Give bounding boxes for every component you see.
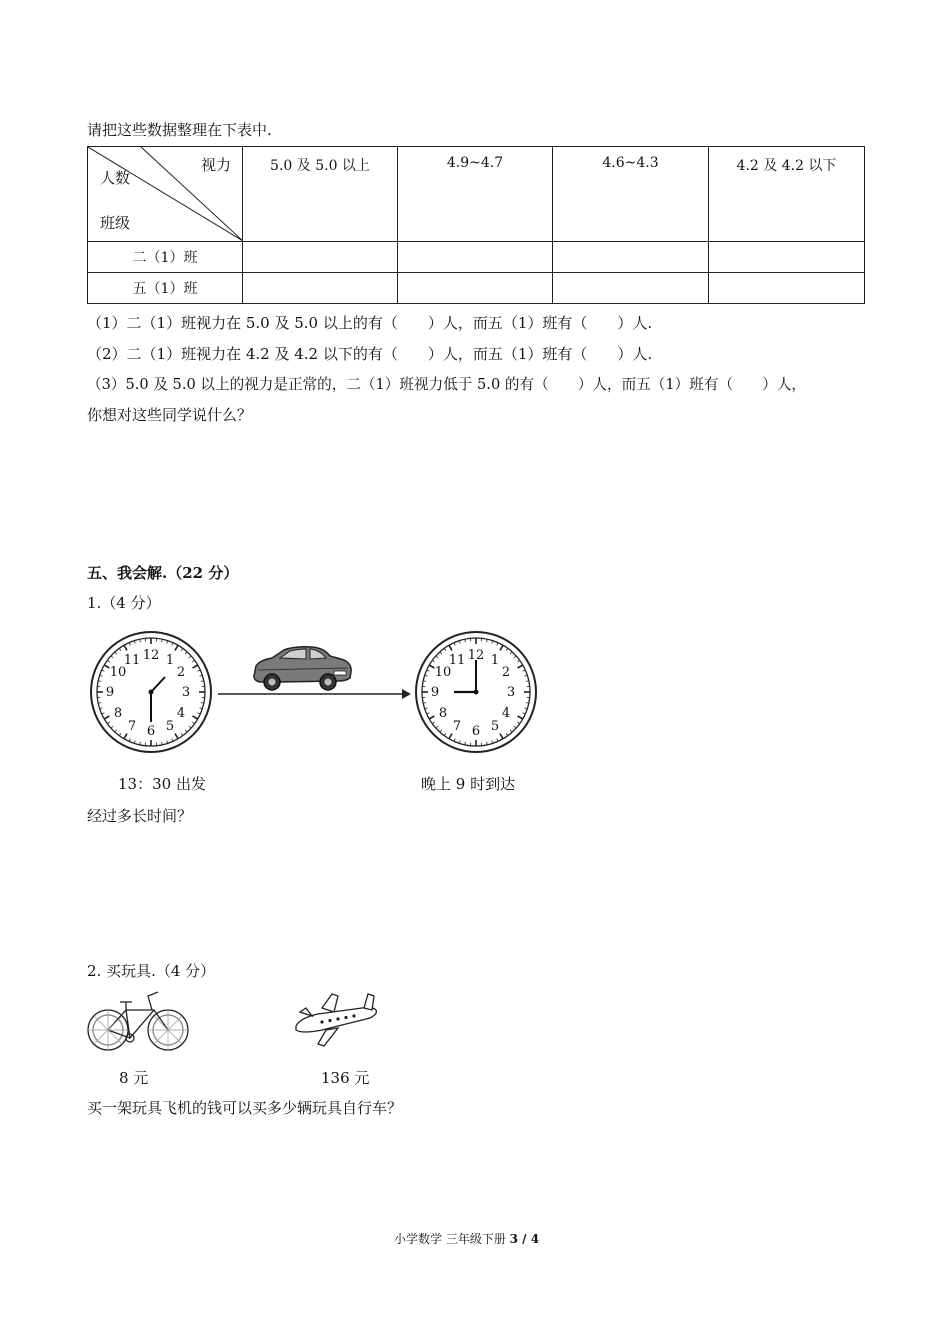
- clock-tick: [523, 670, 526, 671]
- page-number: 3 / 4: [509, 1232, 540, 1246]
- clock-number: 8: [113, 706, 123, 721]
- diagonal-header-cell: [88, 147, 243, 242]
- question-3: （3）5.0 及 5.0 以上的视力是正常的，二（1）班视力低于 5.0 的有（ ）人，而五（1）班有（ ）人，: [87, 376, 807, 393]
- table-header-row: [88, 147, 865, 242]
- clock-tick: [107, 722, 109, 724]
- clock-number: 10: [109, 665, 127, 680]
- clock-number: 11: [448, 653, 466, 668]
- table-header-cell: 4.2 及 4.2 以下: [709, 147, 865, 242]
- clock-number: 7: [127, 719, 137, 734]
- problem-1-question: 经过多长时间？: [87, 807, 193, 825]
- answer-cell[interactable]: [553, 242, 709, 273]
- clock-tick: [510, 652, 512, 654]
- clock-tick: [119, 733, 121, 735]
- clock-tick: [517, 722, 519, 724]
- page-footer: [394, 1230, 539, 1247]
- question-3-cont: 你想对这些同学说什么？: [87, 406, 253, 424]
- clock-tick: [102, 670, 105, 671]
- clock-tick: [193, 716, 198, 719]
- table-header-cell: 4.9~4.7: [398, 147, 553, 242]
- clock-tick: [440, 652, 442, 654]
- clock-tick: [102, 713, 105, 714]
- clock-tick: [111, 726, 113, 728]
- answer-cell[interactable]: [709, 273, 865, 304]
- clock-tick: [198, 670, 201, 671]
- clock-tick: [181, 648, 183, 650]
- question-2: （2）二（1）班视力在 4.2 及 4.2 以下的有（ ）人，而五（1）班有（ ）人.: [87, 345, 653, 363]
- clock-tick: [185, 730, 187, 732]
- clock-tick: [440, 730, 442, 732]
- clock-tick: [514, 726, 516, 728]
- clock-tick: [429, 716, 434, 719]
- clock-tick: [119, 648, 121, 650]
- clock-tick: [432, 722, 434, 724]
- answer-cell[interactable]: [398, 242, 553, 273]
- clock-number: 1: [490, 653, 500, 668]
- clock-tick: [429, 665, 434, 668]
- clock-tick: [444, 733, 446, 735]
- answer-cell[interactable]: [553, 273, 709, 304]
- clock-tick: [432, 660, 434, 662]
- clock-tick: [454, 739, 455, 742]
- clock-tick: [518, 665, 523, 668]
- clock-number: 8: [438, 706, 448, 721]
- clock-tick: [193, 665, 198, 668]
- clock-tick: [449, 645, 452, 650]
- problem-2-label: 2. 买玩具.（4 分）: [87, 962, 216, 980]
- clock-tick: [436, 656, 438, 658]
- clock-tick: [500, 734, 503, 739]
- clock-tick: [129, 739, 130, 742]
- clock-tick: [427, 670, 430, 671]
- table-header-cell: 4.6~4.3: [553, 147, 709, 242]
- problem-2-question: 买一架玩具飞机的钱可以买多少辆玩具自行车？: [87, 1099, 403, 1117]
- clock-tick: [436, 726, 438, 728]
- clock-tick: [104, 665, 109, 668]
- arrive-label: 晚上 9 时到达: [421, 775, 516, 793]
- clock-number: 9: [430, 685, 440, 700]
- clock-tick: [510, 730, 512, 732]
- airplane-icon: [292, 990, 380, 1048]
- clock-number: 11: [123, 653, 141, 668]
- clock-icon: [413, 629, 539, 755]
- clock-tick: [500, 645, 503, 650]
- clock-tick: [192, 660, 194, 662]
- clock-number: 3: [181, 685, 191, 700]
- clock-tick: [514, 656, 516, 658]
- clock-tick: [175, 645, 178, 650]
- section-5-title: 五、我会解.（22 分）: [87, 564, 239, 582]
- clock-tick: [497, 739, 498, 742]
- table-row: [88, 242, 865, 273]
- clock-number: 6: [471, 724, 481, 739]
- clock-number: 5: [490, 719, 500, 734]
- clock-tick: [506, 648, 508, 650]
- clock-number: 2: [501, 665, 511, 680]
- car-icon: [250, 642, 354, 692]
- clock-number: 12: [467, 648, 485, 663]
- question-1: （1）二（1）班视力在 5.0 及 5.0 以上的有（ ）人，而五（1）班有（ ）人.: [87, 314, 653, 332]
- clock-tick: [454, 643, 455, 646]
- clock-tick: [192, 722, 194, 724]
- clock-number: 6: [146, 724, 156, 739]
- answer-cell[interactable]: [243, 273, 398, 304]
- depart-label: 13：30 出发: [118, 775, 206, 793]
- clock-tick: [107, 660, 109, 662]
- clock-number: 12: [142, 648, 160, 663]
- clock-icon: [88, 629, 214, 755]
- plane-price: 136 元: [321, 1069, 370, 1087]
- clock-number: 9: [105, 685, 115, 700]
- clock-number: 3: [506, 685, 516, 700]
- clock-tick: [189, 656, 191, 658]
- clock-tick: [129, 643, 130, 646]
- answer-cell[interactable]: [243, 242, 398, 273]
- clock-number: 4: [501, 706, 511, 721]
- clock-tick: [172, 643, 173, 646]
- answer-cell[interactable]: [398, 273, 553, 304]
- bicycle-icon: [86, 988, 190, 1054]
- clock-number: 7: [452, 719, 462, 734]
- footer-text: 小学数学 三年级下册: [394, 1232, 506, 1246]
- clock-tick: [506, 733, 508, 735]
- vision-table: [87, 146, 865, 304]
- table-row: [88, 273, 865, 304]
- corner-label-class: 班级: [100, 214, 131, 232]
- clock-tick: [198, 713, 201, 714]
- clock-tick: [189, 726, 191, 728]
- intro-text: 请把这些数据整理在下表中.: [87, 121, 272, 139]
- clock-number: 4: [176, 706, 186, 721]
- problem-1-label: 1.（4 分）: [87, 594, 161, 612]
- clock-tick: [111, 656, 113, 658]
- clock-tick: [172, 739, 173, 742]
- clock-tick: [181, 733, 183, 735]
- corner-label-people: 人数: [100, 169, 131, 187]
- bike-price: 8 元: [119, 1069, 149, 1087]
- clock-number: 5: [165, 719, 175, 734]
- clock-tick: [185, 652, 187, 654]
- row-label: 二（1）班: [88, 242, 243, 273]
- clock-tick: [444, 648, 446, 650]
- clock-number: 2: [176, 665, 186, 680]
- clock-number: 1: [165, 653, 175, 668]
- clock-tick: [115, 652, 117, 654]
- clock-tick: [104, 716, 109, 719]
- clock-tick: [449, 734, 452, 739]
- clock-tick: [518, 716, 523, 719]
- clock-tick: [517, 660, 519, 662]
- clock-tick: [523, 713, 526, 714]
- clock-tick: [497, 643, 498, 646]
- clock-tick: [175, 734, 178, 739]
- table-header-cell: 5.0 及 5.0 以上: [243, 147, 398, 242]
- row-label: 五（1）班: [88, 273, 243, 304]
- clock-tick: [115, 730, 117, 732]
- clock-number: 10: [434, 665, 452, 680]
- clock-tick: [427, 713, 430, 714]
- answer-cell[interactable]: [709, 242, 865, 273]
- clock-tick: [124, 645, 127, 650]
- corner-label-vision: 视力: [201, 156, 232, 174]
- clock-tick: [124, 734, 127, 739]
